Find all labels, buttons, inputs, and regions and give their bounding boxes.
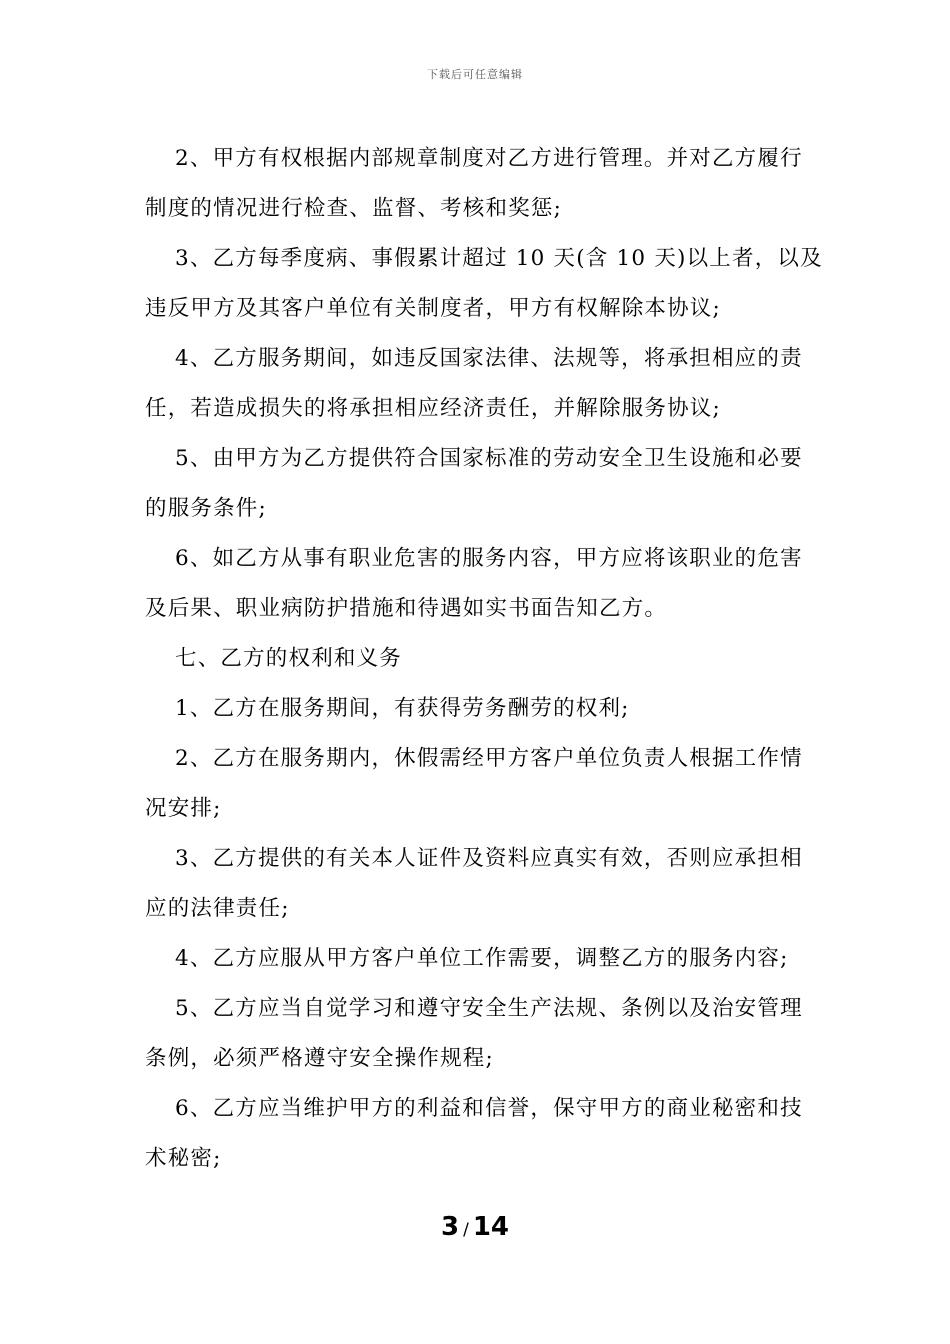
paragraph-line: 4、乙方应服从甲方客户单位工作需要，调整乙方的服务内容; [175,946,789,971]
paragraph-line: 制度的情况进行检查、监督、考核和奖惩; [145,196,563,221]
total-pages: 14 [472,1212,509,1242]
paragraph-line: 2、甲方有权根据内部规章制度对乙方进行管理。并对乙方履行 [175,146,803,171]
paragraph-line: 3、乙方每季度病、事假累计超过 10 天(含 10 天)以上者，以及 [175,246,823,271]
paragraph-line: 违反甲方及其客户单位有关制度者，甲方有权解除本协议; [145,296,721,321]
current-page: 3 [440,1212,460,1242]
paragraph-line: 及后果、职业病防护措施和待遇如实书面告知乙方。 [145,596,668,621]
paragraph-line: 任，若造成损失的将承担相应经济责任，并解除服务协议; [145,396,721,421]
document-body [145,134,823,1184]
paragraph-line: 6、如乙方从事有职业危害的服务内容，甲方应将该职业的危害 [175,546,803,571]
paragraph-line: 6、乙方应当维护甲方的利益和信誉，保守甲方的商业秘密和技 [175,1096,803,1121]
page-number [0,1212,950,1242]
header-note: 下载后可任意编辑 [427,68,523,81]
paragraph-line: 5、乙方应当自觉学习和遵守安全生产法规、条例以及治安管理 [175,996,803,1021]
paragraph-line: 的服务条件; [145,496,267,521]
paragraph-line: 5、由甲方为乙方提供符合国家标准的劳动安全卫生设施和必要 [175,446,803,471]
paragraph-line: 术秘密; [145,1146,222,1171]
paragraph-line: 3、乙方提供的有关本人证件及资料应真实有效，否则应承担相 [175,846,803,871]
page-separator: / [463,1220,469,1240]
paragraph-line: 1、乙方在服务期间，有获得劳务酬劳的权利; [175,696,630,721]
paragraph-line: 4、乙方服务期间，如违反国家法律、法规等，将承担相应的责 [175,346,803,371]
paragraph-line: 条例，必须严格遵守安全操作规程; [145,1046,494,1071]
paragraph-line: 应的法律责任; [145,896,290,921]
paragraph-line: 况安排; [145,796,222,821]
paragraph-line: 2、乙方在服务期内，休假需经甲方客户单位负责人根据工作情 [175,746,803,771]
section-heading: 七、乙方的权利和义务 [175,646,403,671]
